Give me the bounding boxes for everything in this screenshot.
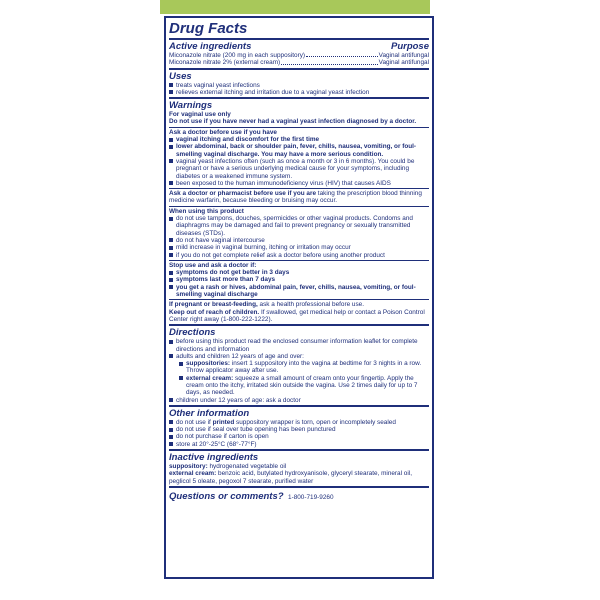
other-info-item: store at 20°-25°C (68°-77°F): [176, 440, 257, 448]
divider: [169, 38, 429, 40]
other-bold: printed: [212, 418, 235, 426]
questions-line: [169, 489, 429, 504]
ask-pharmacist-text: taking the prescription blood thinning medicine warfarin, because bleeding or bruising may occur.: [169, 190, 422, 205]
stop-use-item: symptoms last more than 7 days: [176, 276, 276, 284]
children-direction: children under 12 years of age: ask a doctor: [176, 396, 301, 404]
leader-dots: [306, 52, 378, 57]
uses-item-text: treats vaginal yeast infections: [176, 81, 260, 89]
list-item: [169, 397, 429, 404]
bullet-square-icon: [169, 145, 173, 149]
bullet-square-icon: [169, 420, 173, 424]
list-item: [169, 433, 429, 440]
bullet-square-icon: [169, 181, 173, 185]
other-info-item: do not use if seal over tube opening has been punctured: [176, 426, 336, 434]
list-item: [169, 237, 429, 244]
active-ingredient-purpose: Vaginal antifungal: [378, 59, 429, 67]
pregnancy-text: ask a health professional before use.: [257, 301, 365, 309]
ask-pharmacist-warning: [169, 190, 429, 205]
other-info-heading: Other information: [169, 407, 250, 419]
list-item: [169, 419, 429, 426]
list-item: [169, 353, 429, 360]
questions-phone: 1-800-719-9260: [288, 493, 334, 501]
list-item: [169, 338, 429, 353]
bullet-square-icon: [169, 138, 173, 142]
bullet-square-icon: [169, 435, 173, 439]
divider: [169, 299, 429, 300]
bullet-square-icon: [169, 285, 173, 289]
bullet-square-icon: [169, 238, 173, 242]
list-item: [169, 360, 429, 375]
inactive-supp-bold: suppository:: [169, 463, 208, 471]
leader-dots: [281, 59, 377, 64]
list-item: [169, 136, 429, 143]
ask-doctor-heading: Ask a doctor before use if you have: [169, 128, 277, 136]
bullet-square-icon: [169, 217, 173, 221]
divider: [169, 188, 429, 189]
bullet-square-icon: [169, 253, 173, 257]
divider: [169, 486, 429, 488]
list-item: [169, 215, 429, 237]
purpose-heading: Purpose: [390, 41, 429, 52]
list-item: [169, 276, 429, 283]
bullet-square-icon: [179, 376, 183, 380]
bullet-square-icon: [169, 90, 173, 94]
inactive-suppository: [169, 463, 429, 470]
ask-doctor-item: vaginal yeast infections often (such as once a month or 3 in 6 months). You could be pregnant or have a serious underlying medical cause for your symptoms, including diabetes or a weakened immune system.: [176, 157, 415, 180]
suppository-direction: [186, 360, 429, 375]
inactive-cream-text: benzoic acid, butylated hydroxyanisole, glyceryl stearate, mineral oil, peglicol 5 oleate, pegoxol 7 stearate, purified water: [169, 470, 412, 485]
active-header: [169, 41, 429, 52]
directions-heading: Directions: [169, 327, 216, 339]
list-item: [169, 375, 429, 397]
do-not-use-warning: Do not use if you have never had a vaginal yeast infection diagnosed by a doctor.: [169, 118, 417, 126]
active-ingredient-name: Miconazole nitrate (200 mg in each suppository): [169, 52, 306, 59]
divider: [169, 68, 429, 70]
other-info-item: do not purchase if carton is open: [176, 433, 269, 441]
questions-heading: Questions or comments?: [169, 490, 284, 502]
package-top-strip: [160, 0, 430, 14]
pregnancy-bold: If pregnant or breast-feeding,: [169, 301, 258, 309]
bullet-square-icon: [169, 354, 173, 358]
list-item: [169, 426, 429, 433]
active-heading: Active ingredients: [169, 41, 252, 52]
divider: [169, 449, 429, 451]
divider: [169, 260, 429, 261]
inactive-heading: Inactive ingredients: [169, 452, 259, 464]
list-item: [169, 284, 429, 299]
when-using-item: if you do not get complete relief ask a doctor before using another product: [176, 251, 385, 259]
suppository-bold: suppositories:: [186, 360, 231, 368]
keep-out-text: If swallowed, get medical help or contact a Poison Control Center right away (1-800-222-1222).: [169, 308, 425, 323]
keep-out-of-reach: [169, 309, 429, 324]
other-text: do not use if: [176, 418, 213, 426]
divider: [169, 206, 429, 207]
when-using-item: do not have vaginal intercourse: [176, 236, 265, 244]
bullet-square-icon: [169, 398, 173, 402]
bullet-square-icon: [169, 83, 173, 87]
other-text: suppository wrapper is torn, open or incompletely sealed: [234, 418, 396, 426]
divider: [169, 324, 429, 326]
active-row: [169, 52, 429, 59]
inactive-cream-bold: external cream:: [169, 470, 217, 478]
when-using-item: do not use tampons, douches, spermicides or other vaginal products. Condoms and diaphragms may be damaged and fail to prevent pregnancy or sexually transmitted diseases (STDs).: [176, 215, 413, 237]
other-info-item: [176, 419, 396, 426]
list-item: [169, 269, 429, 276]
inactive-supp-text: hydrogenated vegetable oil: [207, 463, 287, 471]
keep-out-bold: Keep out of reach of children.: [169, 308, 260, 316]
bullet-square-icon: [169, 340, 173, 344]
directions-item: adults and children 12 years of age and over:: [176, 352, 304, 360]
when-using-heading: When using this product: [169, 207, 244, 215]
list-item: [169, 441, 429, 448]
list-item: [169, 82, 429, 89]
uses-item-text: relieves external itching and irritation due to a vaginal yeast infection: [176, 88, 370, 96]
list-item: [169, 252, 429, 259]
divider: [169, 405, 429, 407]
list-item: [169, 143, 429, 158]
list-item: [169, 89, 429, 96]
warnings-heading: Warnings: [169, 100, 213, 112]
suppository-text: insert 1 suppository into the vagina at bedtime for 3 nights in a row. Throw applicator away after use.: [186, 360, 422, 375]
drug-facts-panel: [164, 16, 434, 579]
ask-doctor-item: lower abdominal, back or shoulder pain, fever, chills, nausea, vomiting, or foul-smelling vaginal discharge. You may have a more serious condition.: [176, 143, 417, 158]
bullet-square-icon: [169, 278, 173, 282]
bullet-square-icon: [169, 271, 173, 275]
cream-text: squeeze a small amount of cream onto your fingertip. Apply the cream onto the itchy, irritated skin outside the vagina. Use 2 times daily for up to 7 days, as needed.: [186, 374, 418, 397]
for-vaginal-use: For vaginal use only: [169, 111, 231, 119]
pregnancy-warning: [169, 301, 429, 308]
bullet-square-icon: [179, 362, 183, 366]
bullet-square-icon: [169, 428, 173, 432]
inactive-cream: [169, 470, 429, 485]
panel-title: Drug Facts: [169, 20, 248, 37]
stop-use-heading: Stop use and ask a doctor if:: [169, 261, 257, 269]
bullet-square-icon: [169, 442, 173, 446]
ask-doctor-item: been exposed to the human immunodeficiency virus (HIV) that causes AIDS: [176, 179, 391, 187]
ask-pharmacist-bold: Ask a doctor or pharmacist before use if you are: [169, 190, 317, 198]
divider: [169, 97, 429, 99]
active-row: [169, 59, 429, 66]
list-item: [169, 158, 429, 180]
active-ingredient-name: Miconazole nitrate 2% (external cream): [169, 59, 281, 67]
list-item: [169, 244, 429, 251]
active-ingredient-purpose: Vaginal antifungal: [378, 52, 429, 59]
stop-use-item: you get a rash or hives, abdominal pain, fever, chills, nausea, vomiting, or foul-smelling vaginal discharge: [176, 283, 416, 299]
stop-use-item: symptoms do not get better in 3 days: [176, 269, 290, 277]
when-using-item: mild increase in vaginal burning, itching or irritation may occur: [176, 244, 351, 252]
divider: [169, 127, 429, 128]
directions-item: before using this product read the enclosed consumer information leaflet for complete directions and information: [176, 338, 418, 353]
bullet-square-icon: [169, 246, 173, 250]
cream-bold: external cream:: [186, 374, 234, 382]
bullet-square-icon: [169, 159, 173, 163]
uses-heading: Uses: [169, 70, 192, 82]
cream-direction: [186, 375, 429, 397]
list-item: [169, 180, 429, 187]
ask-doctor-item: vaginal itching and discomfort for the first time: [176, 136, 320, 144]
